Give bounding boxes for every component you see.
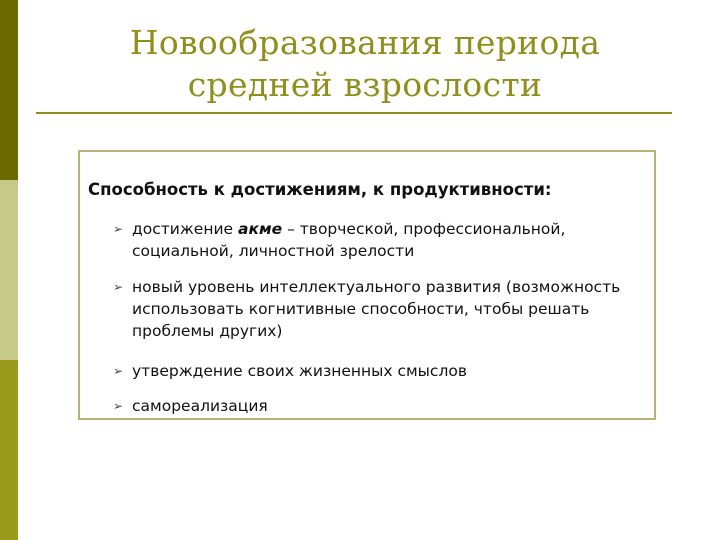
list-item [80, 276, 654, 342]
slide-title-line-2: средней взрослости [187, 65, 543, 104]
arrow-bullet-icon: ➢ [113, 399, 124, 413]
bullet-list [80, 218, 654, 417]
content-box [78, 150, 656, 420]
content-heading: Способность к достижениям, к продуктивности: [88, 180, 552, 199]
title-divider [36, 112, 672, 114]
list-item-text-before: достижение [132, 220, 238, 238]
arrow-bullet-icon: ➢ [113, 280, 124, 294]
left-stripe-top [0, 0, 18, 180]
list-item-text: новый уровень интеллектуального развития (возможность использовать когнитивные способности, чтобы решать проблемы других) [132, 278, 621, 340]
arrow-bullet-icon: ➢ [113, 364, 124, 378]
list-item [80, 218, 654, 262]
arrow-bullet-icon: ➢ [113, 222, 124, 236]
left-stripe-middle [0, 180, 18, 360]
slide-title [40, 22, 690, 106]
list-item [80, 395, 654, 417]
slide-title-line-1: Новообразования периода [129, 23, 601, 62]
list-item-text: утверждение своих жизненных смыслов [132, 362, 467, 380]
left-stripe-bottom [0, 360, 18, 540]
list-item [80, 360, 654, 382]
list-item-text: самореализация [132, 397, 268, 415]
list-item-emphasis: акме [238, 220, 283, 238]
list-item-text-after: – творческой, профессиональной, социальной, личностной зрелости [132, 220, 566, 260]
